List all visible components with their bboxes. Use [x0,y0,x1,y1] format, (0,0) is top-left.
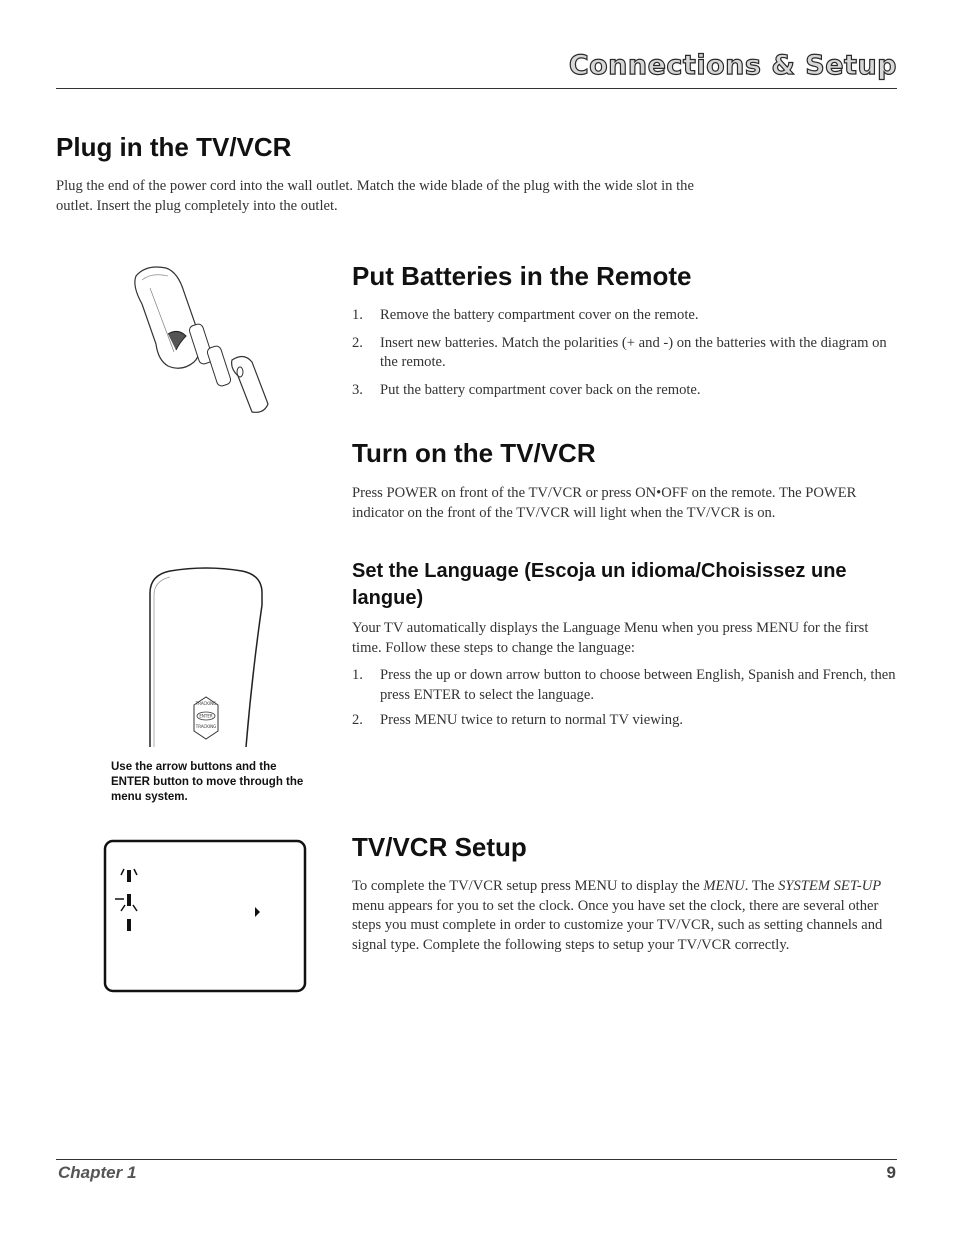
list-item [352,711,897,731]
figure-caption: Use the arrow buttons and the ENTER button to move through the menu system. [111,761,304,803]
setup-body-part: To complete the TV/VCR setup press MENU to display the [352,878,704,894]
list-item [352,306,897,326]
tv-screen-illustration [103,839,307,993]
setup-system-setup: SYSTEM SET-UP [778,878,882,894]
step-text: Remove the battery compartment cover on the remote. [380,307,699,323]
plug-body: Plug the end of the power cord into the wall outlet. Match the wide blade of the plug with the wide slot in the outlet. Insert the plug completely into the outlet. [56,178,694,214]
batteries-heading: Put Batteries in the Remote [352,261,692,291]
remote-battery-illustration [128,262,288,422]
step-number: 3. [352,381,363,398]
batteries-steps [352,306,897,400]
header-rule [56,88,897,89]
step-number: 2. [352,334,363,351]
setup-body-part: . The [744,878,779,894]
page-number: 9 [886,1163,896,1182]
language-heading: Set the Language (Escoja un idioma/Choisissez une langue) [352,560,847,609]
step-text: Insert new batteries. Match the polarities (+ and -) on the batteries with the diagram on the remote. [380,334,887,370]
step-number: 1. [352,307,363,323]
language-steps [352,666,897,731]
page-header-title: Connections & Setup [568,50,897,81]
step-text: Press MENU twice to return to normal TV viewing. [380,712,684,728]
setup-menu-word: MENU [703,878,745,894]
remote-button-label: TRACKING [195,701,217,706]
list-item [352,381,897,401]
step-number: 2. [352,712,363,728]
list-item [352,334,897,373]
turn-on-body: Press POWER on front of the TV/VCR or press ON•OFF on the remote. The POWER indicator on the front of the TV/VCR will light when the TV/VCR is on. [352,485,857,521]
turn-on-heading: Turn on the TV/VCR [352,438,596,468]
remote-front-illustration [146,565,266,750]
remote-button-label: ENTER [199,713,213,719]
list-item [352,666,897,705]
footer-rule [56,1159,897,1160]
step-text: Press the up or down arrow button to choose between English, Spanish and French, then press ENTER to select the language. [380,667,896,703]
setup-heading: TV/VCR Setup [352,832,527,862]
remote-button-label: TRACKING [195,724,217,729]
step-number: 1. [352,667,363,683]
plug-heading: Plug in the TV/VCR [56,132,292,162]
setup-body-part: menu appears for you to set the clock. Once you have set the clock, there are several other steps you must complete in order to customize your TV/VCR, such as setting channels and signal type. Complete the following steps to setup your TV/VCR correctly. [352,897,883,953]
setup-body [352,877,897,955]
language-body: Your TV automatically displays the Language Menu when you press MENU for the first time. Follow these steps to change the language: [352,620,869,656]
step-text: Put the battery compartment cover back on the remote. [380,381,701,398]
footer-chapter: Chapter 1 [58,1163,137,1182]
